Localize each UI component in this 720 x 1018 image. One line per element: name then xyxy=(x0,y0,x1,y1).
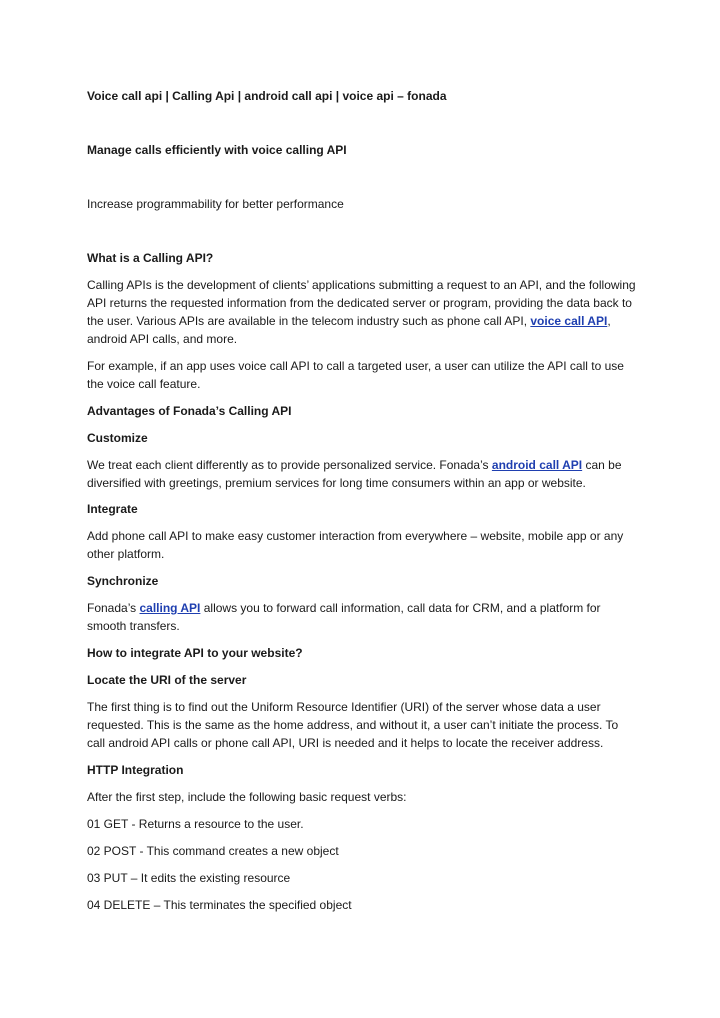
paragraph-text: We treat each client differently as to provide personalized service. Fonada’s xyxy=(87,458,492,472)
paragraph-text: , android API calls, and more. xyxy=(87,314,611,346)
list-item-delete: 04 DELETE – This terminates the specified object xyxy=(87,898,352,912)
paragraph-synchronize xyxy=(87,599,637,635)
subheading-integrate: Integrate xyxy=(87,502,138,516)
section-heading-what-is: What is a Calling API? xyxy=(87,251,214,265)
voice-call-api-link[interactable]: voice call API xyxy=(530,314,608,328)
paragraph-text: Fonada’s xyxy=(87,601,140,615)
list-item-put: 03 PUT – It edits the existing resource xyxy=(87,871,291,885)
subheading-synchronize: Synchronize xyxy=(87,574,159,588)
section-heading-how-to-integrate: How to integrate API to your website? xyxy=(87,646,303,660)
paragraph-integrate: Add phone call API to make easy customer interaction from everywhere – website, mobile app or any other platform. xyxy=(87,529,624,561)
paragraph-example: For example, if an app uses voice call API to call a targeted user, a user can utilize the API call to use the voice call feature. xyxy=(87,359,624,391)
subheading-locate-uri: Locate the URI of the server xyxy=(87,673,247,687)
calling-api-link[interactable]: calling API xyxy=(139,601,201,615)
paragraph-locate-uri: The first thing is to find out the Uniform Resource Identifier (URI) of the server whose data a user requested. This is the same as the home address, and without it, a user can’t initiate the process. To call android API calls or phone call API, URI is needed and it helps to locate the receiver address. xyxy=(87,700,619,750)
subheading-customize: Customize xyxy=(87,431,148,445)
paragraph-customize xyxy=(87,456,637,492)
android-call-api-link[interactable]: android call API xyxy=(491,458,583,472)
document-title: Voice call api | Calling Api | android call api | voice api – fonada xyxy=(87,89,447,103)
subheading-http-integration: HTTP Integration xyxy=(87,763,184,777)
section-heading-advantages: Advantages of Fonada’s Calling API xyxy=(87,404,292,418)
paragraph-text: allows you to forward call information, call data for CRM, and a platform for smooth transfers. xyxy=(87,601,601,633)
paragraph-text: can be diversified with greetings, premium services for long time consumers within an app or website. xyxy=(87,458,622,490)
document-subtitle: Manage calls efficiently with voice calling API xyxy=(87,143,347,157)
list-item-get: 01 GET - Returns a resource to the user. xyxy=(87,817,304,831)
list-item-post: 02 POST - This command creates a new object xyxy=(87,844,339,858)
paragraph-text: Calling APIs is the development of clients’ applications submitting a request to an API, and the following API returns the requested information from the dedicated server or program, providing the data back to the user. Various APIs are available in the telecom industry such as phone call API, xyxy=(87,278,636,328)
document-tagline: Increase programmability for better performance xyxy=(87,197,344,211)
paragraph-http-intro: After the first step, include the following basic request verbs: xyxy=(87,790,407,804)
paragraph-what-is xyxy=(87,276,637,348)
